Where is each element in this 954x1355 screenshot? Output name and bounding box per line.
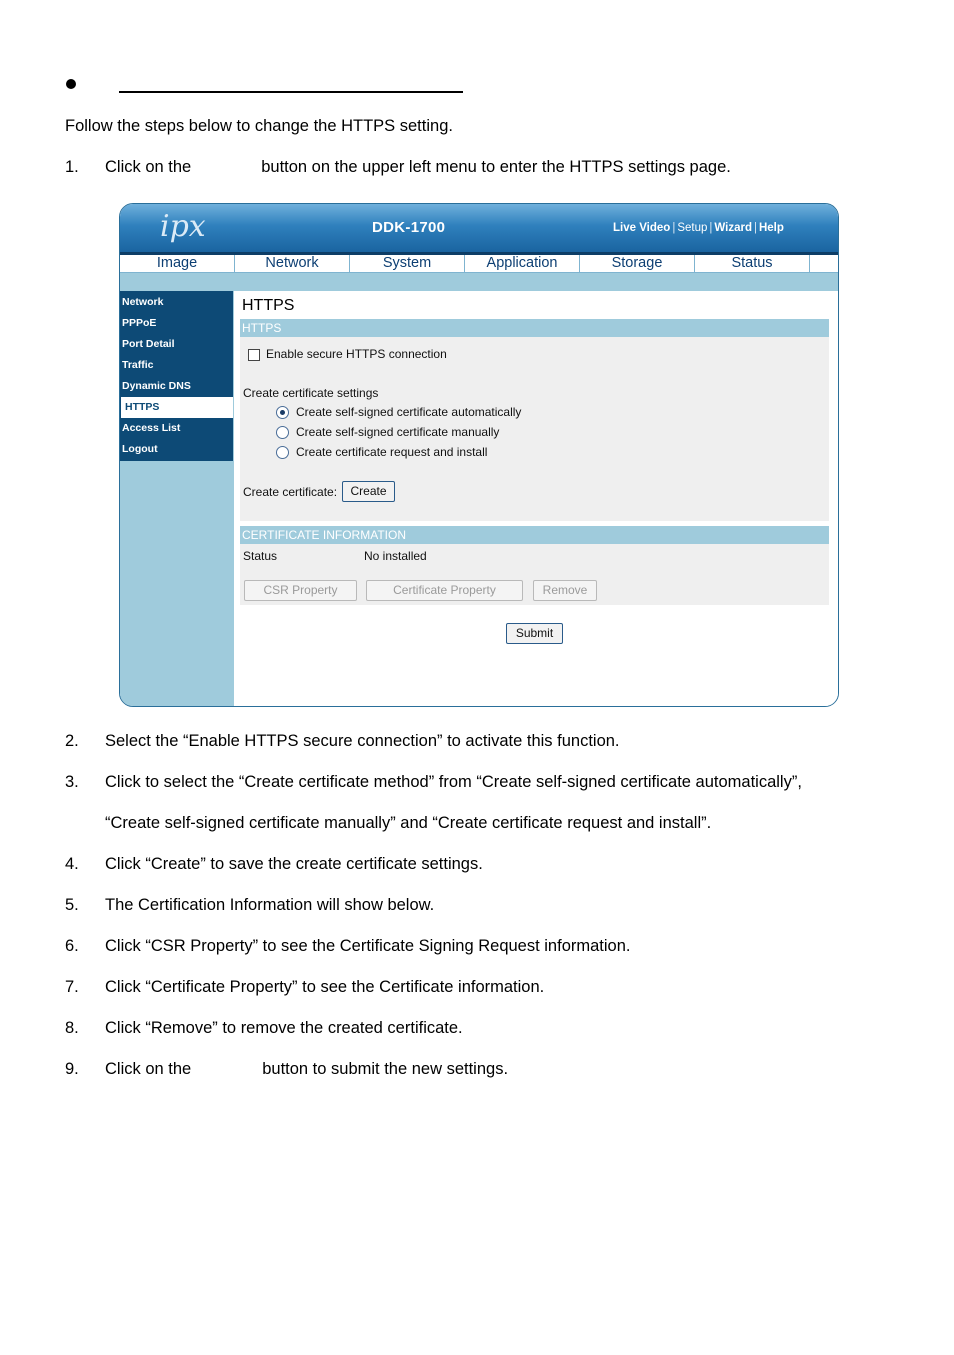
- section-bullet: [66, 74, 466, 96]
- step-number: 1.: [65, 158, 79, 176]
- create-settings-label: Create certificate settings: [243, 386, 379, 400]
- bullet-icon: [66, 79, 76, 89]
- page-title: HTTPS: [242, 297, 295, 314]
- sidebar-item-dynamic-dns[interactable]: Dynamic DNS: [122, 380, 191, 392]
- header-bar: [120, 204, 838, 255]
- step-number: 7.: [65, 978, 79, 996]
- tab-system[interactable]: System: [350, 255, 465, 272]
- status-value: No installed: [364, 549, 427, 563]
- step-7: [65, 977, 885, 997]
- radio-request-install[interactable]: [276, 446, 289, 459]
- step-text-before: Click on the: [105, 1060, 192, 1078]
- sidebar: [120, 291, 234, 706]
- step-4: [65, 854, 885, 874]
- step-number: 6.: [65, 937, 79, 955]
- radio-self-signed-manual[interactable]: [276, 426, 289, 439]
- sidebar-item-https[interactable]: HTTPS: [121, 397, 233, 418]
- step-1: [65, 157, 885, 177]
- tab-application[interactable]: Application: [465, 255, 580, 272]
- step-text: Click “Remove” to remove the created certificate.: [105, 1019, 463, 1037]
- step-3: [65, 772, 925, 834]
- step-number: 8.: [65, 1019, 79, 1037]
- live-video-link[interactable]: Live Video: [613, 222, 671, 234]
- https-section-body: [240, 337, 829, 521]
- sidebar-menu: [120, 291, 233, 461]
- heading-underline: [119, 91, 463, 93]
- step-number: 3.: [65, 773, 79, 791]
- remove-button[interactable]: Remove: [533, 580, 597, 601]
- certificate-property-button[interactable]: Certificate Property: [366, 580, 523, 601]
- step-text: Click “Certificate Property” to see the Certificate information.: [105, 978, 545, 996]
- top-links: [611, 222, 786, 234]
- https-settings-screenshot: [119, 203, 839, 707]
- step-number: 9.: [65, 1060, 79, 1078]
- step-9: [65, 1059, 885, 1079]
- radio-self-signed-auto[interactable]: [276, 406, 289, 419]
- model-name: DDK-1700: [372, 219, 446, 236]
- wizard-link[interactable]: Wizard: [714, 222, 752, 234]
- certificate-info-body: [240, 544, 829, 605]
- sidebar-item-port-detail[interactable]: Port Detail: [122, 338, 175, 350]
- step-8: [65, 1018, 885, 1038]
- step-text: The Certification Information will show below.: [105, 896, 435, 914]
- sidebar-item-traffic[interactable]: Traffic: [122, 359, 154, 371]
- step-text-continued: “Create self-signed certificate manually” and “Create certificate request and install”.: [105, 814, 712, 832]
- step-number: 2.: [65, 732, 79, 750]
- step-5: [65, 895, 885, 915]
- https-section-header: HTTPS: [240, 319, 829, 337]
- radio-label-request: Create certificate request and install: [296, 445, 488, 459]
- enable-https-checkbox[interactable]: [248, 349, 260, 361]
- main-content: [234, 291, 838, 706]
- link-separator: |: [709, 222, 713, 234]
- step-text: Click “Create” to save the create certificate settings.: [105, 855, 483, 873]
- step-text-after: button on the upper left menu to enter the HTTPS settings page.: [261, 158, 731, 176]
- certificate-info-header: CERTIFICATE INFORMATION: [240, 526, 829, 544]
- help-link[interactable]: Help: [758, 222, 784, 234]
- step-text: Select the “Enable HTTPS secure connection” to activate this function.: [105, 732, 620, 750]
- step-6: [65, 936, 885, 956]
- sidebar-item-logout[interactable]: Logout: [122, 443, 158, 455]
- create-certificate-label: Create certificate:: [243, 485, 338, 499]
- radio-label-manual: Create self-signed certificate manually: [296, 425, 500, 439]
- radio-label-auto: Create self-signed certificate automatically: [296, 405, 522, 419]
- step-text-after: button to submit the new settings.: [262, 1060, 509, 1078]
- step-text-before: Click on the: [105, 158, 192, 176]
- status-label: Status: [243, 549, 278, 563]
- step-2: [65, 731, 885, 751]
- step-text: Click “CSR Property” to see the Certificate Signing Request information.: [105, 937, 631, 955]
- link-separator: |: [672, 222, 676, 234]
- ipx-logo: ipx: [160, 209, 206, 244]
- link-separator: |: [753, 222, 757, 234]
- intro-text: Follow the steps below to change the HTTPS setting.: [65, 117, 453, 135]
- sub-bar: [120, 273, 838, 291]
- sidebar-item-pppoe[interactable]: PPPoE: [122, 317, 157, 329]
- main-tabs: [120, 255, 838, 273]
- create-button[interactable]: Create: [342, 481, 395, 502]
- tab-image[interactable]: Image: [120, 255, 235, 272]
- step-number: 4.: [65, 855, 79, 873]
- csr-property-button[interactable]: CSR Property: [244, 580, 357, 601]
- tab-status[interactable]: Status: [695, 255, 810, 272]
- tab-network[interactable]: Network: [235, 255, 350, 272]
- submit-button[interactable]: Submit: [506, 623, 563, 644]
- tab-storage[interactable]: Storage: [580, 255, 695, 272]
- step-number: 5.: [65, 896, 79, 914]
- sidebar-item-network[interactable]: Network: [122, 296, 164, 308]
- step-text: Click to select the “Create certificate method” from “Create self-signed certificate automatically”,: [105, 773, 802, 791]
- enable-https-label: Enable secure HTTPS connection: [266, 347, 447, 361]
- sidebar-item-access-list[interactable]: Access List: [122, 422, 181, 434]
- setup-link[interactable]: Setup: [677, 222, 708, 234]
